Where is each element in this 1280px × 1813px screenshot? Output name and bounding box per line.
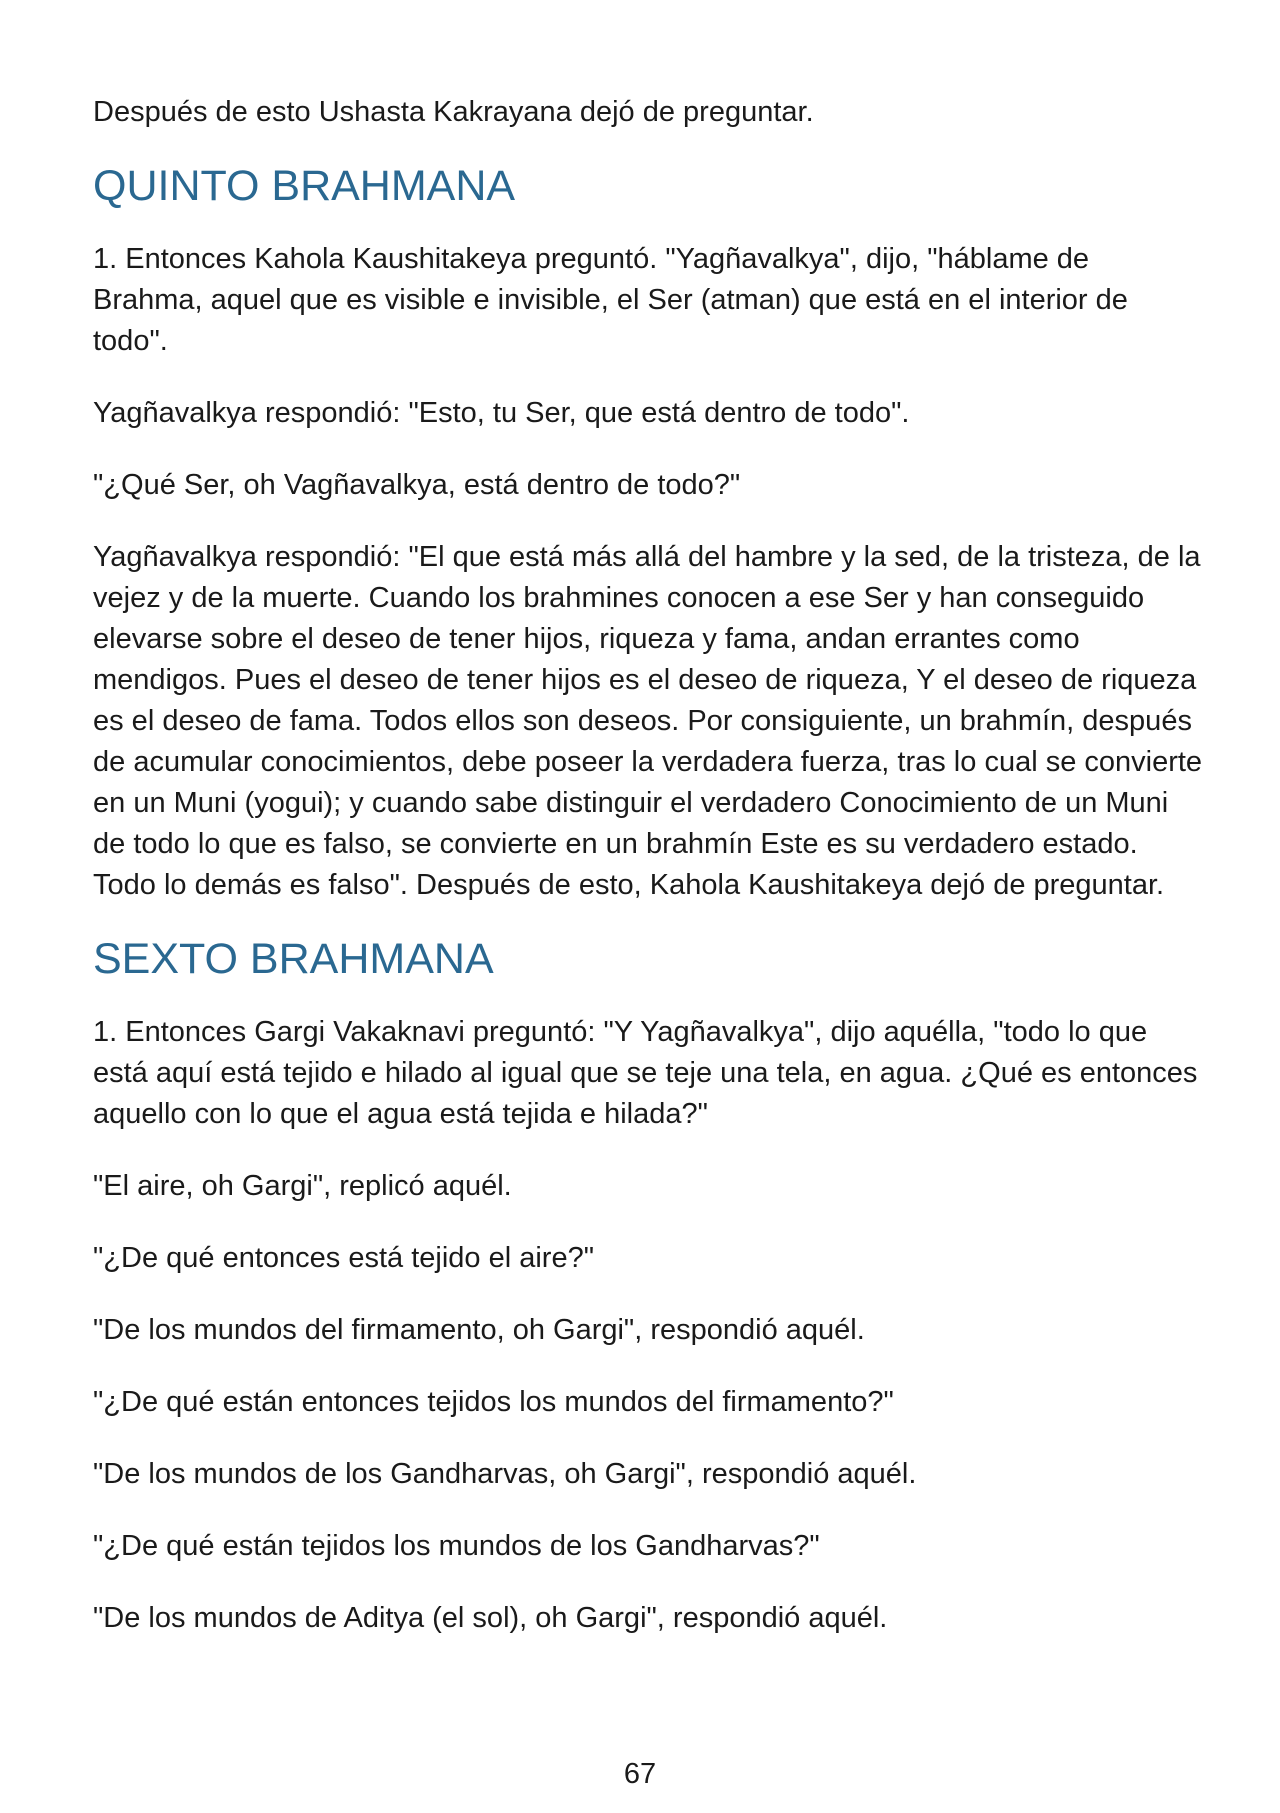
section6-paragraph-7: "¿De qué están tejidos los mundos de los Gandharvas?" (93, 1530, 820, 1562)
section6-paragraph-2: "El aire, oh Gargi", replicó aquél. (93, 1170, 512, 1202)
page-number: 67 (623, 1758, 657, 1790)
section6-paragraph-8: "De los mundos de Aditya (el sol), oh Gargi", respondió aquél. (93, 1602, 888, 1634)
section5-paragraph-3: "¿Qué Ser, oh Vagñavalkya, está dentro de todo?" (93, 469, 741, 501)
section5-paragraph-1: 1. Entonces Kahola Kaushitakeya preguntó. "Yagñavalkya", dijo, "háblame de Brahma, aquel que es visible e invisible, el Ser (atman) que está en el interior de todo". (93, 243, 1128, 357)
section-heading-quinto: QUINTO BRAHMANA (93, 162, 516, 210)
section6-paragraph-5: "¿De qué están entonces tejidos los mundos del firmamento?" (93, 1386, 894, 1418)
section6-paragraph-6: "De los mundos de los Gandharvas, oh Gargi", respondió aquél. (93, 1458, 917, 1490)
section5-paragraph-2: Yagñavalkya respondió: "Esto, tu Ser, que está dentro de todo". (93, 397, 910, 429)
section-heading-sexto: SEXTO BRAHMANA (93, 935, 494, 983)
section5-paragraph-4: Yagñavalkya respondió: "El que está más allá del hambre y la sed, de la tristeza, de la vejez y de la muerte. Cuando los brahmines conocen a ese Ser y han conseguido elevarse sobre el deseo de tener hijos, riqueza y fama, andan errantes como mendigos. Pues el deseo de tener hijos es el deseo de riqueza, Y el deseo de riqueza es el deseo de fama. Todos ellos son deseos. Por consiguiente, un brahmín, después de acumular conocimientos, debe poseer la verdadera fuerza, tras lo cual se convierte en un Muni (yogui); y cuando sabe distinguir el verdadero Conocimiento de un Muni de todo lo que es falso, se convierte en un brahmín Este es su verdadero estado. Todo lo demás es falso". Después de esto, Kahola Kaushitakeya dejó de preguntar. (93, 541, 1203, 901)
section6-paragraph-1: 1. Entonces Gargi Vakaknavi preguntó: "Y Yagñavalkya", dijo aquélla, "todo lo que está aquí está tejido e hilado al igual que se teje una tela, en agua. ¿Qué es entonces aquello con lo que el agua está tejida e hilada?" (93, 1016, 1198, 1130)
intro-paragraph: Después de esto Ushasta Kakrayana dejó de preguntar. (93, 96, 814, 128)
section6-paragraph-3: "¿De qué entonces está tejido el aire?" (93, 1242, 595, 1274)
page-content (93, 92, 1203, 1639)
section6-paragraph-4: "De los mundos del firmamento, oh Gargi", respondió aquél. (93, 1314, 865, 1346)
